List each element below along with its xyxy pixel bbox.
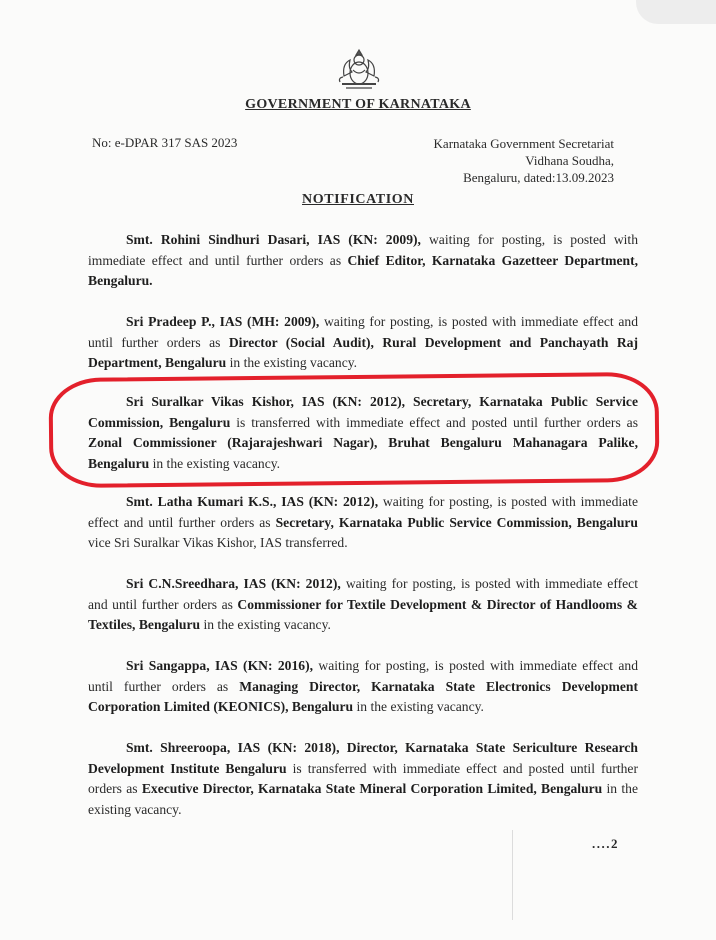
posting-paragraph: Smt. Latha Kumari K.S., IAS (KN: 2012), waiting for posting, is posted with immediate effect and until further orders as Secretary, Karnataka Public Service Commission, Bengaluru vice Sri Suralkar Vikas Kishor, IAS transferred. xyxy=(88,494,638,550)
state-emblem-icon xyxy=(334,46,384,92)
scan-fold-line xyxy=(512,830,513,920)
posting-designation: Commissioner for Textile Development & Director of Handlooms & Textiles, Bengaluru xyxy=(88,596,638,632)
posting-designation: Managing Director, Karnataka State Electronics Development Corporation Limited (KEONICS), Bengaluru xyxy=(88,678,638,714)
address-line: Karnataka Government Secretariat xyxy=(433,136,614,151)
posting-paragraph: Smt. Rohini Sindhuri Dasari, IAS (KN: 2009), waiting for posting, is posted with immediate effect and until further orders as Chief Editor, Karnataka Gazetteer Department, Bengaluru. xyxy=(88,232,638,288)
posting-paragraph-highlighted: Sri Suralkar Vikas Kishor, IAS (KN: 2012), Secretary, Karnataka Public Service Commission, Bengaluru is transferred with immediate effect and posted until further orders as Zonal Commissioner (Rajarajeshwari Nagar), Bruhat Bengaluru Mahanagara Palike, Bengaluru in the existing vacancy. xyxy=(88,394,639,471)
posting-designation: Zonal Commissioner (Rajarajeshwari Nagar), Bruhat Bengaluru Mahanagara Palike, Bengaluru xyxy=(88,435,638,471)
officer-name: Sri Pradeep P., IAS (MH: 2009), xyxy=(126,314,320,329)
posting-paragraph: Sri Sangappa, IAS (KN: 2016), waiting for posting, is posted with immediate effect and until further orders as Managing Director, Karnataka State Electronics Development Corporation Limited (KEONICS), Bengaluru in the existing vacancy. xyxy=(88,658,638,714)
office-address xyxy=(400,135,614,186)
officer-name: Smt. Shreeroopa, IAS (KN: 2018), Director, Karnataka State Sericulture Research Development Institute Bengaluru xyxy=(88,740,638,776)
order-number: No: e-DPAR 317 SAS 2023 xyxy=(92,135,238,150)
notification-title: NOTIFICATION xyxy=(302,192,414,207)
next-page-marker: ....2 xyxy=(592,836,619,851)
red-highlight-ring xyxy=(48,372,659,488)
officer-name: Smt. Rohini Sindhuri Dasari, IAS (KN: 2009), xyxy=(126,232,421,247)
government-title: GOVERNMENT OF KARNATAKA xyxy=(245,97,471,112)
posting-designation: Executive Director, Karnataka State Mineral Corporation Limited, Bengaluru xyxy=(141,781,603,796)
officer-name: Smt. Latha Kumari K.S., IAS (KN: 2012), xyxy=(126,494,379,509)
posting-paragraph: Smt. Shreeroopa, IAS (KN: 2018), Director, Karnataka State Sericulture Research Development Institute Bengaluru is transferred with immediate effect and posted until further orders as Executive Director, Karnataka State Mineral Corporation Limited, Bengaluru in the existing vacancy. xyxy=(88,740,638,817)
date-line: Bengaluru, dated:13.09.2023 xyxy=(463,170,614,185)
address-line: Vidhana Soudha, xyxy=(525,153,614,168)
corner-shade xyxy=(636,0,716,24)
posting-paragraph: Sri C.N.Sreedhara, IAS (KN: 2012), waiting for posting, is posted with immediate effect and until further orders as Commissioner for Textile Development & Director of Handlooms & Textiles, Bengaluru in the existing vacancy. xyxy=(88,576,638,632)
officer-name: Sri Suralkar Vikas Kishor, IAS (KN: 2012), Secretary, Karnataka Public Service Commission, Bengaluru xyxy=(88,394,638,430)
officer-name: Sri Sangappa, IAS (KN: 2016), xyxy=(126,658,313,673)
officer-name: Sri C.N.Sreedhara, IAS (KN: 2012), xyxy=(126,576,341,591)
posting-designation: Chief Editor, Karnataka Gazetteer Department, Bengaluru. xyxy=(88,252,638,288)
posting-paragraph: Sri Pradeep P., IAS (MH: 2009), waiting for posting, is posted with immediate effect and until further orders as Director (Social Audit), Rural Development and Panchayath Raj Department, Bengaluru in the existing vacancy. xyxy=(88,314,638,370)
posting-designation: Secretary, Karnataka Public Service Commission, Bengaluru xyxy=(275,514,638,530)
posting-designation: Director (Social Audit), Rural Development and Panchayath Raj Department, Bengaluru xyxy=(88,334,638,370)
